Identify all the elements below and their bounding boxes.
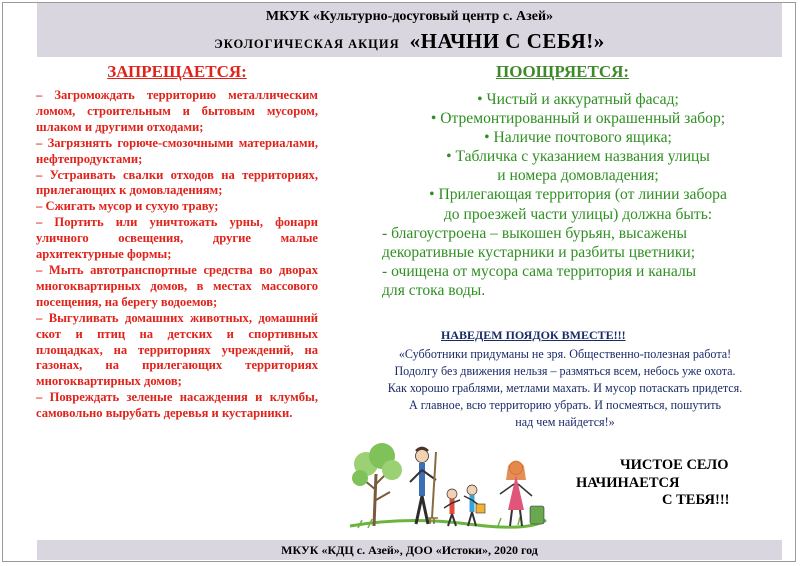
prohibited-item: – Сжигать мусор и сухую траву;: [36, 199, 219, 214]
slogan-line: ЧИСТОЕ СЕЛО: [620, 457, 729, 473]
poem-line: над чем найдется!»: [515, 415, 615, 430]
prohibited-item: – Портить или уничтожать урны, фонари уличного освещения, другие малые архитектурные формы;: [36, 215, 318, 262]
encouraged-subitem: декоративные кустарники и разбиты цветники;: [382, 243, 696, 261]
encouraged-item: • Прилегающая территория (от линии забора: [429, 186, 727, 204]
header-banner: [37, 3, 782, 57]
encouraged-subitem: - очищена от мусора сама территория и каналы: [382, 262, 697, 280]
prohibited-title: ЗАПРЕЩАЕТСЯ:: [107, 62, 247, 81]
footer-banner: МКУК «КДЦ с. Азей», ДОО «Истоки», 2020 год: [37, 540, 782, 560]
poem-line: А главное, всю территорию убрать. И посмеяться, пошутить: [408, 398, 722, 413]
prohibited-item: – Устраивать свалки отходов на территориях, прилегающих к домовладениям;: [36, 167, 318, 198]
encouraged-list: [378, 90, 778, 300]
illustration-svg: [348, 440, 548, 532]
encouraged-title: ПООЩРЯЕТСЯ:: [496, 62, 630, 81]
poem-line: «Субботники придуманы не зря. Общественно-полезная работа!: [398, 347, 732, 361]
encouraged-item: • Отремонтированный и окрашенный забор;: [430, 110, 726, 128]
encouraged-item: до проезжей части улицы) должна быть:: [443, 205, 713, 223]
prohibited-item: – Загромождать территорию металлическим ломом, строительным и бытовым мусором, шлаком и другими отходами;: [36, 88, 318, 134]
prohibited-list: [36, 88, 318, 422]
family-cleanup-illustration: [348, 440, 548, 532]
prohibited-column: [36, 62, 318, 422]
action-title: [37, 29, 782, 54]
encouraged-item: • Табличка с указанием названия улицы: [446, 148, 710, 166]
prohibited-item: – Загрязнять горюче-смозочными материалами, нефтепродуктами;: [36, 135, 318, 166]
org-title: МКУК «Культурно-досуговый центр с. Азей»: [265, 9, 554, 24]
encouraged-item: • Чистый и аккуратный фасад;: [477, 91, 679, 108]
prohibited-item: – Повреждать зеленые насаждения и клумбы, самовольно вырубать деревья и кустарники.: [36, 390, 318, 421]
encouraged-subitem: для стока воды.: [382, 281, 486, 299]
prohibited-item: – Мыть автотранспортные средства во дворах многоквартирных домов, в местах массового посещения, на берегу водоемов;: [36, 262, 318, 309]
together-heading: НАВЕДЕМ ПОЯДОК ВМЕСТЕ!!!: [441, 328, 626, 342]
poem-line: Как хорошо граблями, метлами махать. И мусор потаскать придется.: [387, 381, 743, 396]
slogan-line: НАЧИНАЕТСЯ: [576, 474, 680, 491]
poem-line: Подолгу без движения нельзя – размяться всем, небось уже охота.: [394, 364, 736, 379]
slogan-line: С ТЕБЯ!!!: [662, 492, 730, 508]
encouraged-subitem: - благоустроена – выкошен бурьян, высажены: [382, 224, 687, 242]
action-name: «НАЧНИ С СЕБЯ!»: [409, 29, 605, 53]
prohibited-item: – Выгуливать домашних животных, домашний скот и птиц на детских и спортивных площадках, на территориях учреждений, на газонах, на прилегающих территориях многоквартирных домов;: [36, 310, 318, 389]
action-prefix: ЭКОЛОГИЧЕСКАЯ АКЦИЯ: [214, 37, 400, 51]
encouraged-item: • Наличие почтового ящика;: [484, 129, 672, 147]
encouraged-item: и номера домовладения;: [497, 167, 659, 185]
poem: [350, 346, 780, 431]
slogan: [564, 457, 764, 510]
